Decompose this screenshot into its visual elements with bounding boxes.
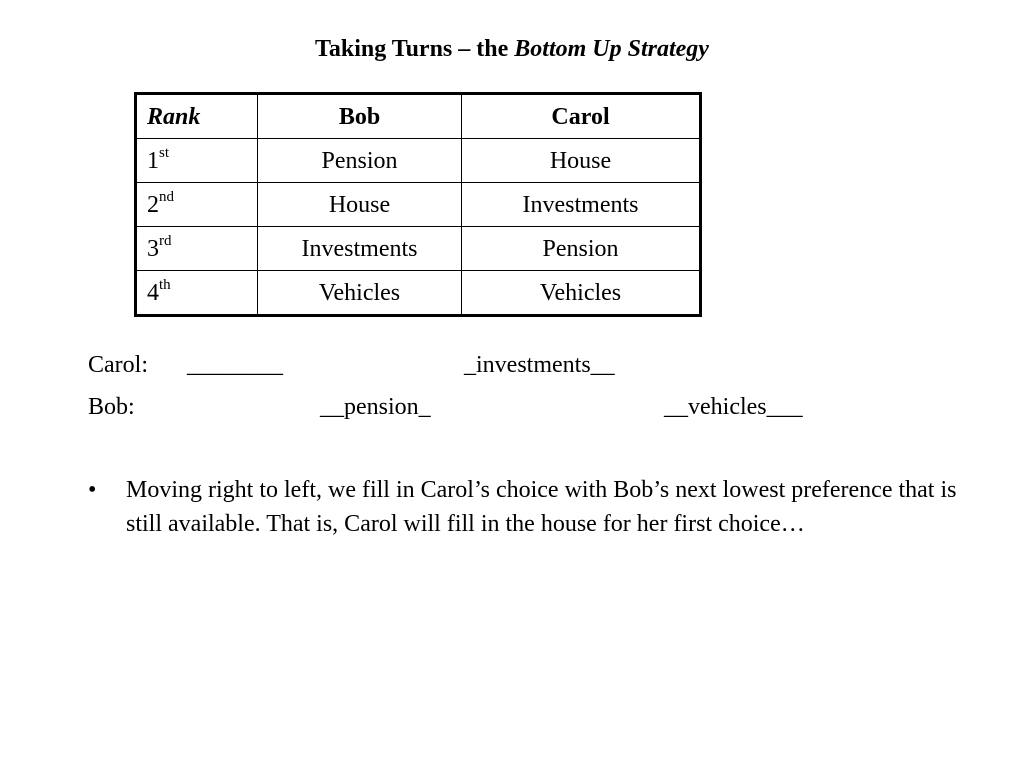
- rank-number: 4: [147, 279, 159, 306]
- rank-suffix: nd: [159, 188, 174, 205]
- table-row: [136, 139, 701, 183]
- rank-number: 2: [147, 191, 159, 218]
- rank-suffix: st: [159, 144, 170, 161]
- slide-title: [0, 33, 1024, 65]
- table-row: [136, 227, 701, 271]
- carol-cell: Pension: [462, 227, 701, 271]
- preference-table: [134, 92, 702, 317]
- rank-cell: [136, 183, 258, 227]
- carol-cell: Vehicles: [462, 271, 701, 316]
- header-bob: Bob: [258, 94, 462, 139]
- table-header-row: [136, 94, 701, 139]
- carol-pick-slot-2: _investments__: [464, 352, 615, 378]
- carol-pick-slot-1: ________: [187, 352, 283, 378]
- table-row: [136, 271, 701, 316]
- bullet-text: Moving right to left, we fill in Carol’s choice with Bob’s next lowest preference that is still available. That is, Carol will fill in the house for her first choice…: [126, 477, 957, 537]
- rank-number: 3: [147, 235, 159, 262]
- bullet-marker: •: [88, 477, 97, 503]
- rank-suffix: rd: [159, 232, 172, 249]
- title-plain: Taking Turns – the: [315, 36, 515, 62]
- explanation-bullet: [88, 473, 968, 541]
- bob-cell: Pension: [258, 139, 462, 183]
- carol-pick-label: Carol:: [88, 352, 148, 378]
- rank-cell: [136, 271, 258, 316]
- header-carol: Carol: [462, 94, 701, 139]
- table-row: [136, 183, 701, 227]
- rank-suffix: th: [159, 276, 171, 293]
- header-rank: Rank: [136, 94, 258, 139]
- bob-pick-slot-1: __pension_: [320, 394, 431, 420]
- title-emphasis: Bottom Up Strategy: [514, 36, 709, 62]
- bob-pick-label: Bob:: [88, 394, 135, 420]
- rank-cell: [136, 139, 258, 183]
- carol-cell: Investments: [462, 183, 701, 227]
- bob-cell: House: [258, 183, 462, 227]
- bob-pick-slot-2: __vehicles___: [664, 394, 803, 420]
- rank-cell: [136, 227, 258, 271]
- rank-number: 1: [147, 147, 159, 174]
- bob-cell: Vehicles: [258, 271, 462, 316]
- carol-cell: House: [462, 139, 701, 183]
- bob-cell: Investments: [258, 227, 462, 271]
